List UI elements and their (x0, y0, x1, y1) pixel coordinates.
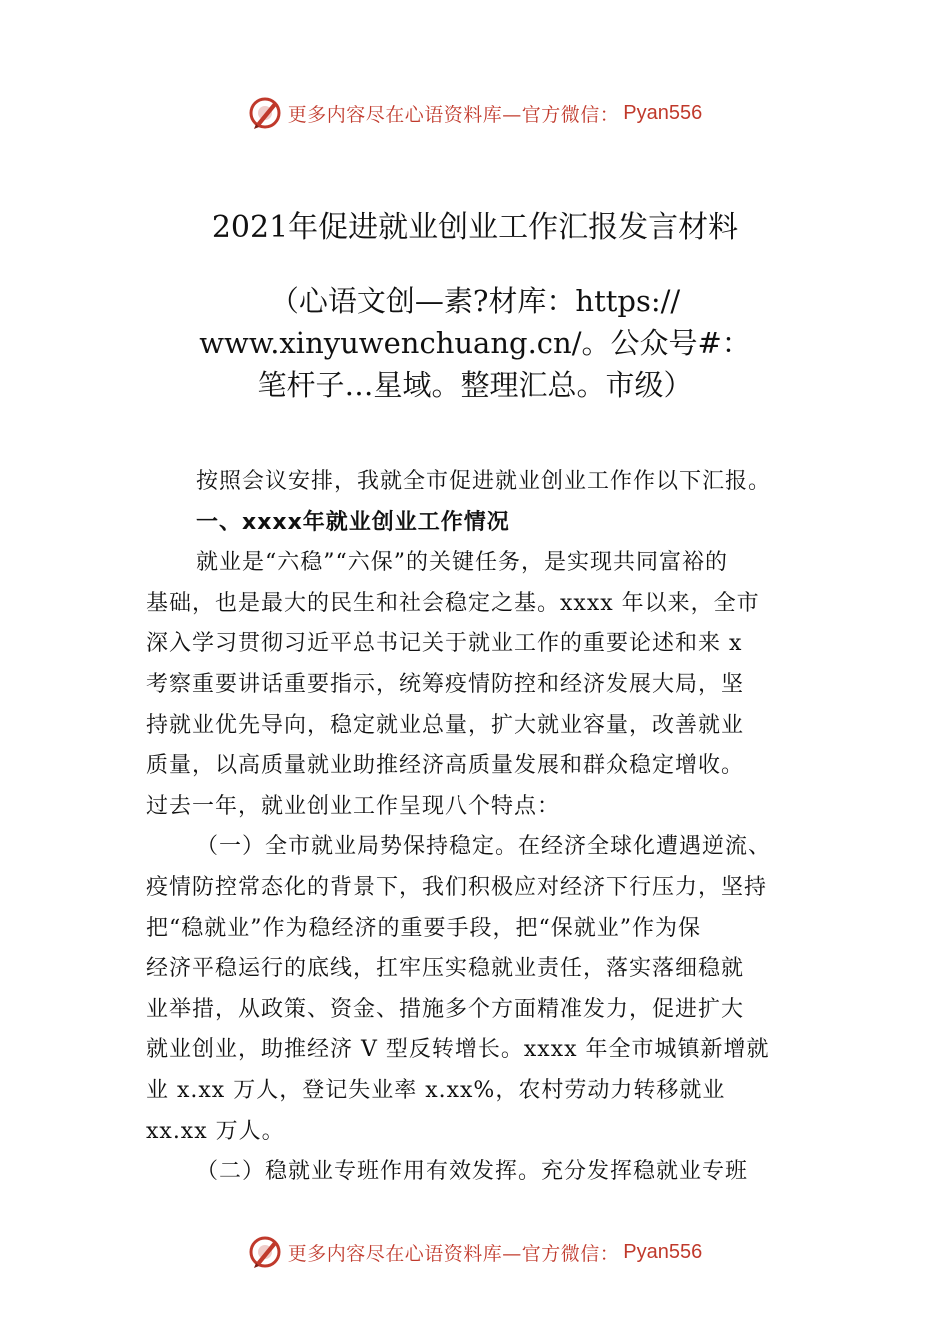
header-banner (0, 93, 950, 133)
body-line: 按照会议安排，我就全市促进就业创业工作作以下汇报。 (196, 469, 772, 494)
body-line: 持就业优先导向，稳定就业总量，扩大就业容量，改善就业 (146, 712, 745, 738)
body-line: 深入学习贯彻习近平总书记关于就业工作的重要论述和来 x (146, 631, 743, 657)
section-heading: 一、xxxx年就业创业工作情况 (196, 509, 510, 535)
body-line: 把“稳就业”作为稳经济的重要手段，把“保就业”作为保 (146, 915, 701, 941)
body-line: 业 x.xx 万人，登记失业率 x.xx%，农村劳动力转移就业 (146, 1077, 726, 1103)
document-subtitle (150, 280, 800, 406)
body-line: 质量，以高质量就业助推经济高质量发展和群众稳定增收。 (146, 753, 745, 779)
banner-text: 更多内容尽在心语资料库—官方微信： (287, 1242, 620, 1265)
pen-logo-icon (248, 96, 282, 130)
body-line: xx.xx 万人。 (146, 1118, 285, 1144)
pen-logo-icon (248, 1235, 282, 1269)
subtitle-line: www.xinyuwenchuang.cn/。公众号#： (199, 326, 751, 360)
body-line: 过去一年，就业创业工作呈现八个特点： (146, 793, 561, 819)
body-line: 经济平稳运行的底线，扛牢压实稳就业责任，落实落细稳就 (146, 956, 745, 982)
body-line: （一）全市就业局势保持稳定。在经济全球化遭遇逆流、 (196, 834, 772, 860)
footer-banner (0, 1232, 950, 1272)
wechat-id: Pyan556 (623, 101, 703, 124)
document-body (146, 462, 818, 1193)
banner-text: 更多内容尽在心语资料库—官方微信： (287, 103, 620, 126)
body-line: 就业是“六稳”“六保”的关键任务，是实现共同富裕的 (196, 550, 728, 576)
body-line: 业举措，从政策、资金、措施多个方面精准发力，促进扩大 (146, 996, 745, 1022)
body-line: （二）稳就业专班作用有效发挥。充分发挥稳就业专班 (196, 1159, 749, 1185)
body-line: 基础，也是最大的民生和社会稳定之基。xxxx 年以来，全市 (146, 590, 760, 616)
document-title: 2021年促进就业创业工作汇报发言材料 (211, 210, 739, 245)
body-line: 疫情防控常态化的背景下，我们积极应对经济下行压力，坚持 (146, 874, 768, 900)
subtitle-line: （心语文创—素?材库：https:// (269, 284, 681, 318)
subtitle-line: 笔杆子…星域。整理汇总。市级） (257, 368, 693, 402)
wechat-id: Pyan556 (623, 1240, 703, 1263)
body-line: 就业创业，助推经济 V 型反转增长。xxxx 年全市城镇新增就 (146, 1037, 770, 1063)
body-line: 考察重要讲话重要指示，统筹疫情防控和经济发展大局，坚 (146, 671, 745, 697)
